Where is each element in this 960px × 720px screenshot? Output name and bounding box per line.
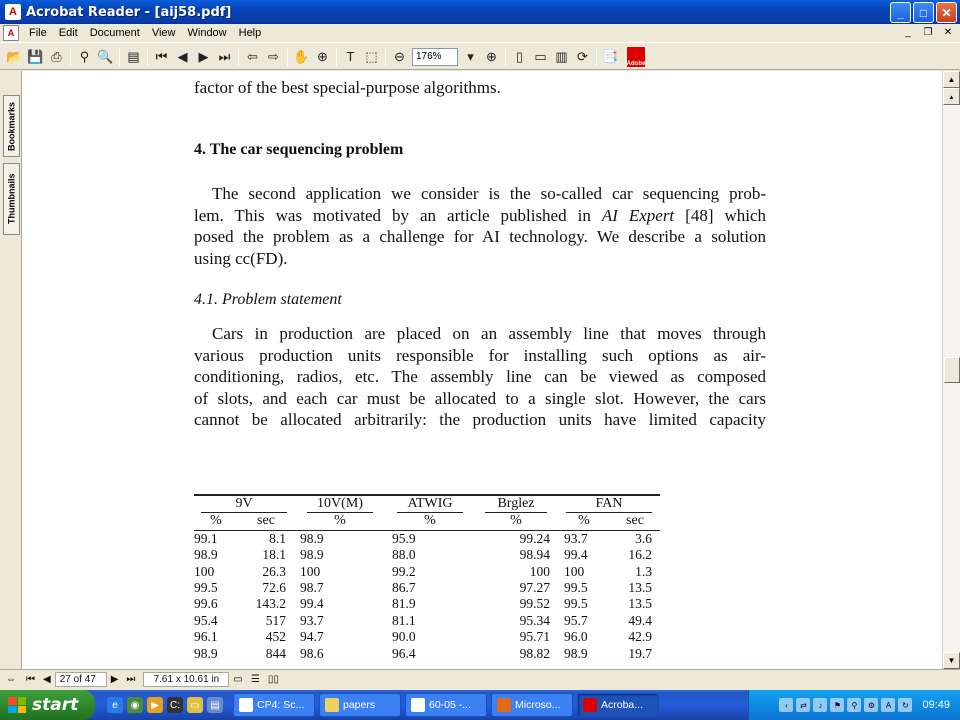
- taskbar-item[interactable]: [491, 693, 573, 717]
- table-group-header: [558, 495, 660, 513]
- toolbar-separator: [119, 48, 120, 66]
- table-cell: 95.71: [519, 629, 550, 645]
- table-cell: 95.34: [519, 612, 550, 628]
- paragraph-line: using cc(FD).: [194, 248, 288, 268]
- document-icon: [411, 698, 425, 712]
- group-label: 10V(M): [307, 496, 373, 513]
- taskbar-item-label: CP4: Sc...: [257, 699, 305, 711]
- table-cell: 94.7: [300, 629, 324, 645]
- taskbar-item[interactable]: [405, 693, 487, 717]
- window-icon: [239, 698, 253, 712]
- menu-window[interactable]: Window: [187, 27, 227, 39]
- table-subheader: %: [578, 513, 590, 529]
- tab-bookmarks[interactable]: Bookmarks: [3, 95, 20, 157]
- table-cell: 100: [564, 563, 585, 579]
- taskbar: [0, 690, 960, 720]
- zoom-dropdown-icon[interactable]: ▾: [467, 48, 474, 64]
- window-title: Acrobat Reader - [aij58.pdf]: [26, 4, 232, 20]
- go-back-icon[interactable]: ⇦: [247, 48, 258, 64]
- taskbar-item[interactable]: [319, 693, 401, 717]
- taskbar-item-label: Microso...: [515, 699, 561, 711]
- network-icon[interactable]: ⇄: [796, 698, 810, 712]
- vertical-scrollbar[interactable]: [942, 71, 960, 669]
- table-cell: 95.7: [564, 612, 588, 628]
- terminal-icon[interactable]: C:: [167, 697, 183, 713]
- table-cell: 99.4: [564, 547, 588, 563]
- paragraph-line: various production units responsible for installing such options as air-: [194, 345, 766, 365]
- toolbar-separator: [147, 48, 148, 66]
- toolbar: [0, 44, 960, 70]
- hand-tool-icon[interactable]: ✋: [293, 48, 310, 64]
- title-bar: [0, 0, 960, 24]
- table-cell: 26.3: [262, 563, 286, 579]
- taskbar-item-label: papers: [343, 699, 376, 711]
- menu-file[interactable]: File: [29, 27, 47, 39]
- results-table: [194, 494, 660, 662]
- folder-icon: [325, 698, 339, 712]
- table-cell: 93.7: [300, 612, 324, 628]
- paragraph-2: [194, 323, 766, 431]
- media-icon[interactable]: ▶: [147, 697, 163, 713]
- ati-icon[interactable]: A: [881, 698, 895, 712]
- system-tray: [748, 690, 960, 720]
- close-button[interactable]: ✕: [936, 2, 957, 23]
- document-window-controls: [900, 26, 956, 40]
- sync-icon[interactable]: ↻: [898, 698, 912, 712]
- go-forward-icon[interactable]: ⇨: [268, 48, 279, 64]
- table-cell: 99.5: [564, 596, 588, 612]
- acrobat-icon: [583, 698, 597, 712]
- save-icon[interactable]: 💾: [27, 48, 44, 64]
- table-row: [194, 580, 660, 596]
- table-cell: 16.2: [628, 547, 652, 563]
- start-button[interactable]: [0, 690, 95, 720]
- actual-size-icon[interactable]: ▯: [515, 48, 524, 64]
- table-group-header: [194, 495, 294, 513]
- toolbar-separator: [385, 48, 386, 66]
- next-page-icon[interactable]: ▶: [198, 48, 209, 64]
- table-row: [194, 596, 660, 612]
- paragraph-line: of slots, and each car must be allocated to a single slot. However, the cars: [194, 388, 766, 408]
- last-page-status-icon[interactable]: ⏭: [126, 673, 136, 685]
- paragraph-line: lem. This was motivated by an article published in AI Expert [48] which: [194, 205, 767, 225]
- menu-bar: [0, 24, 960, 43]
- menu-help[interactable]: Help: [238, 27, 262, 39]
- window-controls: [890, 2, 957, 23]
- page-up-icon[interactable]: ▴: [943, 88, 960, 105]
- rotate-icon[interactable]: ⟳: [577, 48, 588, 64]
- doc-minimize-button[interactable]: _: [905, 27, 911, 38]
- text-select-icon[interactable]: T: [346, 49, 355, 64]
- taskbar-item-label: Acroba...: [601, 699, 644, 711]
- table-body: [194, 530, 660, 662]
- toolbar-separator: [238, 48, 239, 66]
- table-cell: 98.9: [300, 547, 324, 563]
- table-cell: 143.2: [255, 596, 286, 612]
- print-icon[interactable]: ⎙: [51, 48, 62, 64]
- table-cell: 99.1: [194, 530, 218, 546]
- table-group-header: [294, 495, 386, 513]
- desktop-icon[interactable]: ▤: [207, 697, 223, 713]
- table-row: [194, 547, 660, 563]
- table-cell: 49.4: [628, 612, 652, 628]
- table-subheader: sec: [257, 513, 275, 529]
- table-cell: 96.1: [194, 629, 218, 645]
- clock: 09:49: [922, 699, 950, 711]
- tray-icons: [779, 698, 912, 712]
- table-cell: 99.5: [564, 580, 588, 596]
- browser-icon[interactable]: ◉: [127, 697, 143, 713]
- table-cell: 100: [300, 563, 321, 579]
- table-cell: 93.7: [564, 530, 588, 546]
- table-subheader: sec: [626, 513, 644, 529]
- table-subheader: %: [510, 513, 522, 529]
- table-cell: 81.9: [392, 596, 416, 612]
- menu-document[interactable]: Document: [89, 27, 140, 39]
- adobe-logo-icon[interactable]: [627, 47, 645, 67]
- paragraph-1: [194, 183, 766, 269]
- table-row: [194, 629, 660, 645]
- toolbar-separator: [70, 48, 71, 66]
- top-text-fragment: factor of the best special-purpose algorithms.: [194, 78, 501, 97]
- table-row: [194, 564, 660, 580]
- ie-icon[interactable]: e: [107, 697, 123, 713]
- table-cell: 13.5: [628, 580, 652, 596]
- table-cell: 19.7: [628, 645, 652, 661]
- fit-width-icon[interactable]: ▥: [555, 48, 568, 64]
- table-cell: 98.9: [194, 645, 218, 661]
- table-cell: 844: [265, 645, 286, 661]
- start-label: start: [32, 695, 79, 715]
- taskbar-item-label: 60-05 -...: [429, 699, 472, 711]
- graphics-select-icon[interactable]: ⬚: [365, 48, 378, 64]
- table-cell: 98.9: [564, 645, 588, 661]
- table-cell: 97.27: [519, 580, 550, 596]
- prev-page-status-icon[interactable]: ◀: [43, 673, 51, 685]
- doc-close-button[interactable]: ✕: [943, 27, 953, 38]
- table-cell: 86.7: [392, 580, 416, 596]
- acrobat-app-icon[interactable]: A: [5, 4, 21, 20]
- table-group-header: [386, 495, 474, 513]
- group-label: FAN: [566, 496, 652, 513]
- table-subheader: %: [424, 513, 436, 529]
- table-cell: 100: [529, 563, 550, 579]
- menu-edit[interactable]: Edit: [58, 27, 78, 39]
- table-cell: 42.9: [628, 629, 652, 645]
- toolbar-separator: [505, 48, 506, 66]
- outlook-icon: [497, 698, 511, 712]
- table-cell: 98.94: [519, 547, 550, 563]
- status-nav-icon[interactable]: ⇔: [6, 673, 16, 685]
- table-cell: 3.6: [635, 530, 652, 546]
- table-cell: 90.0: [392, 629, 416, 645]
- previous-page-icon[interactable]: ◀: [177, 48, 188, 64]
- table-cell: 99.52: [519, 596, 550, 612]
- paragraph-line: Cars in production are placed on an assembly line that moves through: [212, 324, 766, 343]
- table-cell: 452: [265, 629, 286, 645]
- table-cell: 95.4: [194, 612, 218, 628]
- zoom-in-icon[interactable]: ⊕: [486, 48, 497, 64]
- page-size-display: 7.61 x 10.61 in: [143, 672, 229, 687]
- show-hide-nav-icon[interactable]: ▤: [127, 48, 140, 64]
- table-cell: 96.4: [392, 645, 416, 661]
- scroll-thumb[interactable]: [944, 357, 960, 383]
- paragraph-line: conditioning, radios, etc. The assembly line can be viewed as composed: [194, 367, 766, 386]
- table-cell: 1.3: [635, 563, 652, 579]
- table-subheader: %: [210, 513, 222, 529]
- table-cell: 98.7: [300, 580, 324, 596]
- table-row: [194, 530, 660, 547]
- table-cell: 98.6: [300, 645, 324, 661]
- continuous-icon[interactable]: ☰: [250, 673, 260, 685]
- paragraph-line: cannot be allocated arbitrarily: the production units have limited capacity: [194, 410, 766, 429]
- last-page-icon[interactable]: ⏭: [218, 48, 231, 64]
- table-cell: 100: [194, 563, 215, 579]
- table-subheader-row: [194, 513, 660, 530]
- table-cell: 98.9: [194, 547, 218, 563]
- table-cell: 81.1: [392, 612, 416, 628]
- folder-icon[interactable]: ▭: [187, 697, 203, 713]
- zoom-tool-icon[interactable]: ⊕: [317, 48, 328, 64]
- first-page-icon[interactable]: ⏮: [155, 48, 168, 64]
- toolbar-separator: [336, 48, 337, 66]
- paragraph-line: posed the problem as a challenge for AI technology. We describe a solution: [194, 227, 766, 246]
- table-cell: 98.9: [300, 530, 324, 546]
- table-cell: 99.2: [392, 563, 416, 579]
- open-icon[interactable]: 📂: [6, 48, 23, 64]
- taskbar-item[interactable]: [577, 693, 659, 717]
- document-icon[interactable]: A: [3, 25, 19, 41]
- table-cell: 96.0: [564, 629, 588, 645]
- document-view[interactable]: [22, 71, 942, 669]
- zoom-field[interactable]: 176%: [412, 48, 458, 66]
- expand-tray-icon[interactable]: ‹: [779, 698, 793, 712]
- group-label: ATWIG: [397, 496, 463, 513]
- settings-icon[interactable]: ⚙: [864, 698, 878, 712]
- toolbar-separator: [287, 48, 288, 66]
- section-heading: 4. The car sequencing problem: [194, 141, 404, 158]
- scroll-down-icon[interactable]: ▼: [943, 652, 960, 669]
- table-cell: 88.0: [392, 547, 416, 563]
- table-cell: 13.5: [628, 596, 652, 612]
- subsection-heading: 4.1. Problem statement: [194, 291, 342, 308]
- group-label: Brglez: [485, 496, 547, 513]
- security-icon[interactable]: ⚑: [830, 698, 844, 712]
- zoom-out-icon[interactable]: ⊖: [394, 48, 405, 64]
- navigation-pane: [0, 71, 22, 669]
- maximize-button[interactable]: □: [913, 2, 934, 23]
- table-cell: 99.5: [194, 580, 218, 596]
- table-cell: 18.1: [262, 547, 286, 563]
- table-row: [194, 646, 660, 662]
- table-group-header-row: [194, 495, 660, 513]
- table-cell: 8.1: [269, 530, 286, 546]
- table-cell: 99.6: [194, 596, 218, 612]
- facing-pages-icon[interactable]: ▯▯: [267, 673, 279, 685]
- table-cell: 98.82: [519, 645, 550, 661]
- table-cell: 517: [265, 612, 286, 628]
- next-page-status-icon[interactable]: ▶: [110, 673, 119, 685]
- table-group-header: [474, 495, 558, 513]
- ebook-icon[interactable]: 📑: [602, 48, 619, 64]
- find-icon[interactable]: ⚲: [79, 48, 90, 64]
- menu-view[interactable]: View: [151, 27, 176, 39]
- windows-flag-icon: [8, 697, 26, 713]
- search-icon[interactable]: ⚲: [847, 698, 861, 712]
- first-page-status-icon[interactable]: ⏮: [26, 673, 35, 685]
- scroll-up-icon[interactable]: ▲: [943, 71, 960, 88]
- volume-icon[interactable]: ♪: [813, 698, 827, 712]
- table-cell: 99.24: [519, 530, 550, 546]
- search-icon[interactable]: 🔍: [97, 48, 114, 64]
- paragraph-line: The second application we consider is the so-called car sequencing prob-: [212, 184, 766, 203]
- toolbar-separator: [596, 48, 597, 66]
- table-subheader: %: [334, 513, 346, 529]
- adobe-logo-text: Adobe: [626, 60, 646, 67]
- table-cell: 99.4: [300, 596, 324, 612]
- quick-launch: [107, 697, 223, 713]
- doc-restore-button[interactable]: ❐: [923, 27, 933, 38]
- group-label: 9V: [201, 496, 287, 513]
- page-number-field[interactable]: 27 of 47: [55, 672, 107, 687]
- table-cell: 95.9: [392, 530, 416, 546]
- minimize-button[interactable]: _: [890, 2, 911, 23]
- table-cell: 72.6: [262, 580, 286, 596]
- status-bar: [0, 669, 960, 688]
- taskbar-item[interactable]: [233, 693, 315, 717]
- tab-thumbnails[interactable]: Thumbnails: [3, 163, 20, 235]
- table-row: [194, 613, 660, 629]
- single-page-icon[interactable]: ▭: [233, 673, 243, 685]
- fit-page-icon[interactable]: ▭: [534, 48, 547, 64]
